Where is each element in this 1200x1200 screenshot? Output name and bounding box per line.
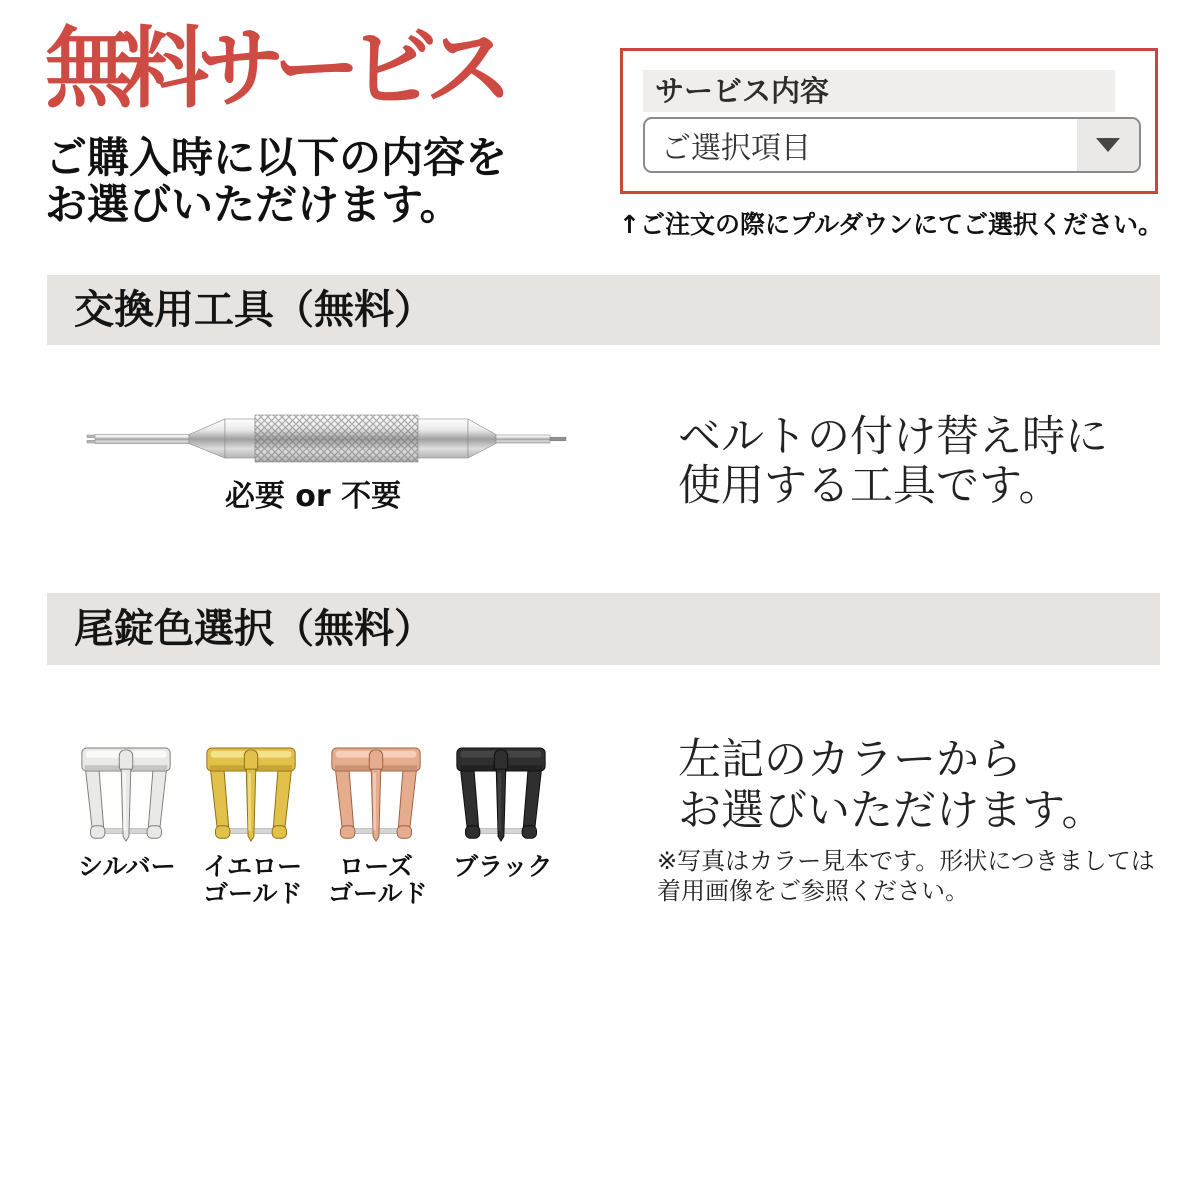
buckle-label: イエロー ゴールド (203, 852, 303, 908)
service-pulldown-box (620, 48, 1158, 194)
section-heading-tool: 交換用工具（無料） (47, 275, 1160, 345)
section-heading-buckle: 尾錠色選択（無料） (47, 593, 1160, 665)
buckle-option-yellow-gold (203, 744, 303, 908)
buckle-note-line-1: ※写真はカラー見本です。形状につきましては (657, 847, 1155, 875)
buckle-note (657, 846, 1155, 906)
tool-description-line-1: ベルトの付け替え時に (678, 412, 1108, 462)
service-select[interactable] (643, 117, 1141, 173)
buckle-option-silver (78, 744, 174, 907)
buckle-description-line-2: お選びいただけます。 (678, 786, 1105, 836)
buckle-image (78, 744, 174, 848)
tool-description (678, 413, 1108, 511)
buckle-note-line-2: 着用画像をご参照ください。 (657, 877, 969, 905)
page-subtitle (45, 134, 507, 228)
select-arrow-zone (1077, 119, 1139, 171)
subtitle-line-2: お選びいただけます。 (45, 180, 462, 229)
buckle-option-black (453, 744, 553, 907)
service-select-value: ご選択項目 (661, 131, 811, 166)
triangle-down-icon (1096, 138, 1120, 152)
buckle-description (678, 735, 1105, 837)
tool-description-line-2: 使用する工具です。 (678, 461, 1062, 511)
spring-bar-tool-image (86, 410, 568, 468)
service-box-label: サービス内容 (643, 70, 1115, 112)
buckle-label: ブラック (453, 852, 553, 881)
buckle-option-rose-gold (328, 744, 428, 908)
service-caption: ↑ご注文の際にプルダウンにてご選択ください。 (619, 210, 1163, 239)
buckle-image (328, 744, 424, 848)
buckle-image (203, 744, 299, 848)
page-title: 無料サービス (45, 17, 502, 120)
buckle-label: シルバー (78, 852, 176, 881)
buckle-description-line-1: 左記のカラーから (678, 735, 1022, 785)
buckle-image (453, 744, 549, 848)
buckle-label: ローズ ゴールド (328, 852, 428, 908)
tool-caption: 必要 or 不要 (224, 479, 402, 514)
buckle-color-row (78, 744, 553, 908)
subtitle-line-1: ご購入時に以下の内容を (45, 133, 508, 182)
